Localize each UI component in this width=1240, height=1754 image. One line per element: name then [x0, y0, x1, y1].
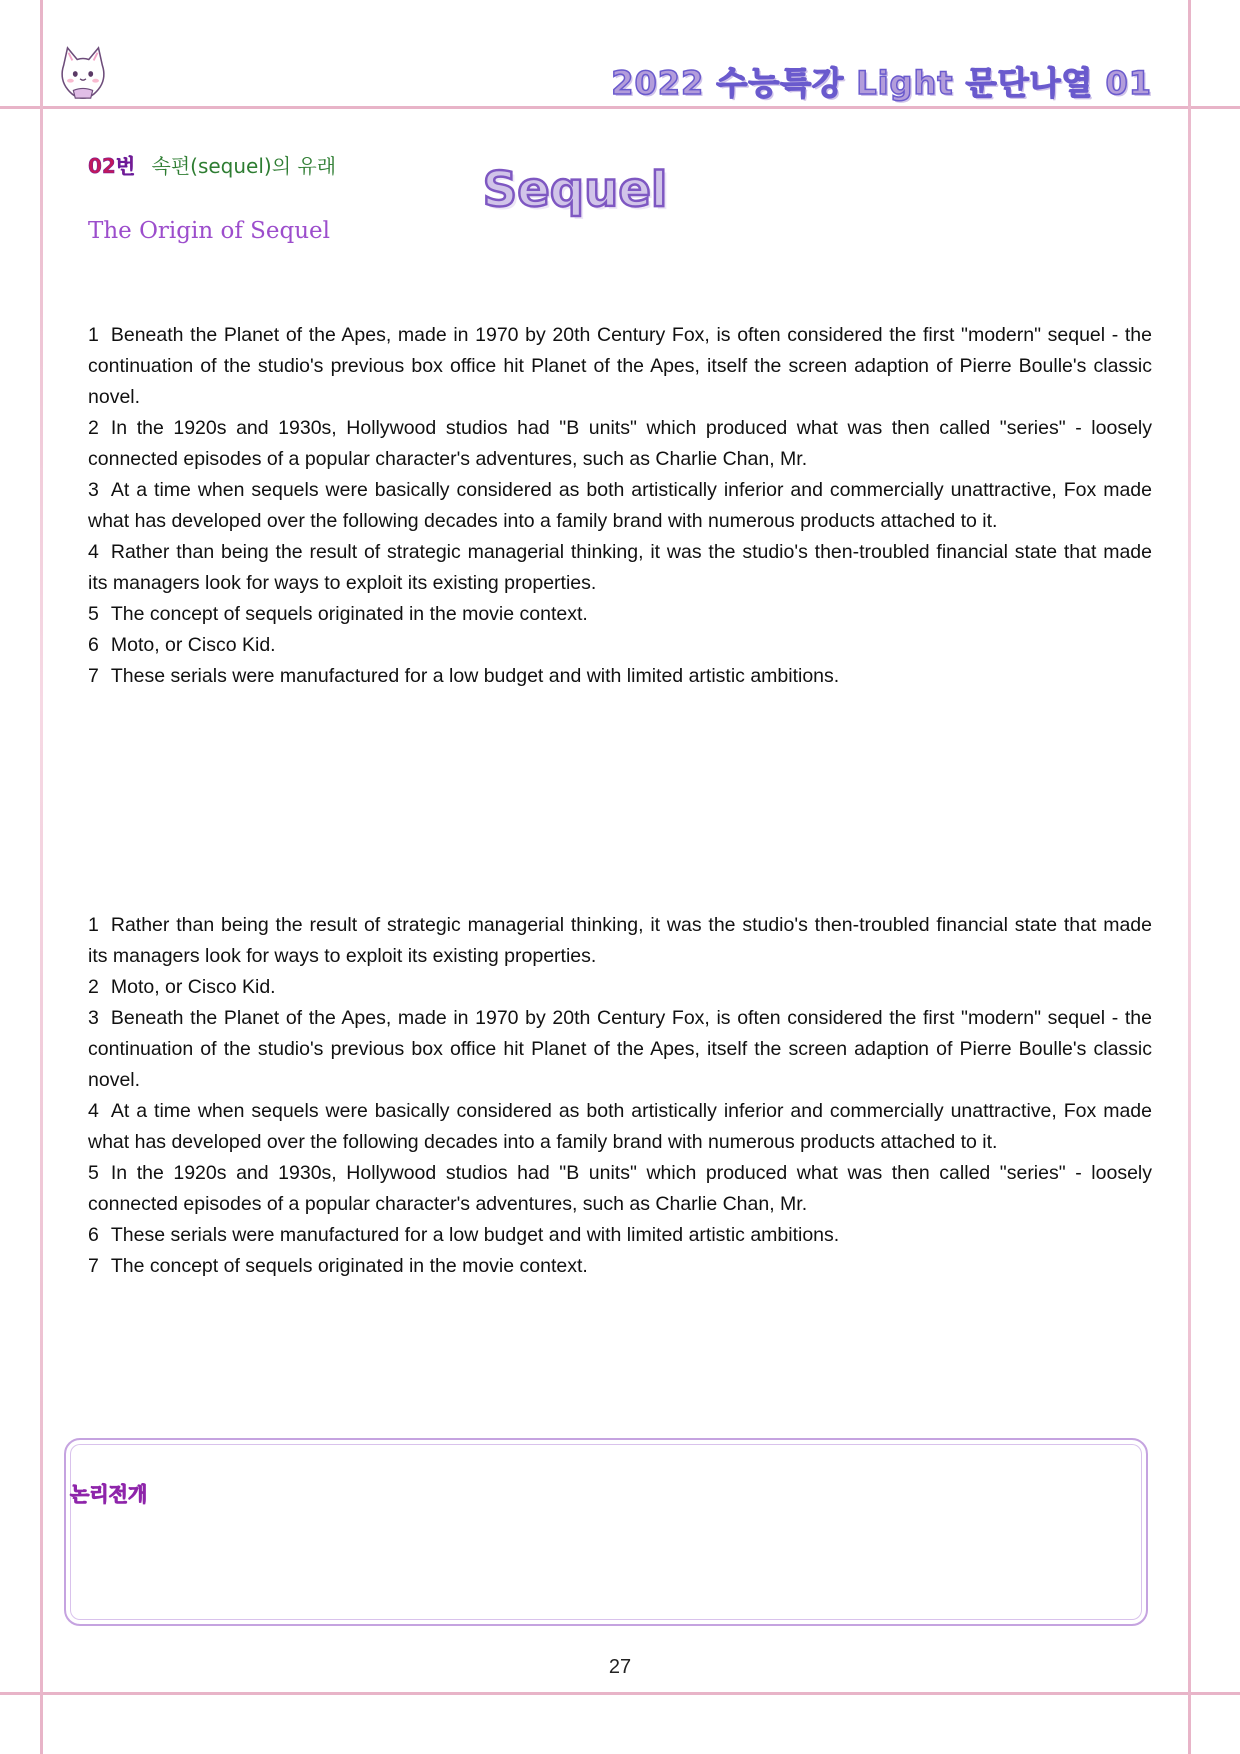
item-number: 6: [88, 634, 99, 656]
item-number: 2: [88, 976, 99, 998]
item-text: Rather than being the result of strategic managerial thinking, it was the studio's then-troubled financial state that made its managers look for ways to exploit its existing properties.: [88, 914, 1152, 967]
left-frame-line: [40, 0, 43, 1754]
subtitle: The Origin of Sequel: [88, 218, 331, 244]
item-text: In the 1920s and 1930s, Hollywood studios had "B units" which produced what was then called "series" - loosely connected episodes of a popular character's adventures, such as Charlie Chan, Mr.: [88, 1162, 1152, 1215]
item-text: Moto, or Cisco Kid.: [110, 634, 276, 656]
bottom-frame-line: [0, 1692, 1240, 1695]
logic-flow-box: [64, 1438, 1148, 1626]
item-text: The concept of sequels originated in the movie context.: [110, 603, 588, 625]
item-text: The concept of sequels originated in the movie context.: [110, 1255, 588, 1277]
item-text: At a time when sequels were basically considered as both artistically inferior and commercially unattractive, Fox made what has developed over the following decades into a family brand with numerous products attached to it.: [88, 479, 1152, 532]
right-frame-line: [1188, 0, 1191, 1754]
list-item: [88, 910, 1152, 972]
list-item: [88, 537, 1152, 599]
list-item: [88, 1096, 1152, 1158]
list-item: [88, 1003, 1152, 1096]
sentence-list-ordered: [88, 910, 1152, 1282]
item-number: 3: [88, 1007, 99, 1029]
item-number: 2: [88, 417, 99, 439]
list-item: [88, 661, 1152, 692]
item-text: At a time when sequels were basically considered as both artistically inferior and commercially unattractive, Fox made what has developed over the following decades into a family brand with numerous products attached to it.: [88, 1100, 1152, 1153]
item-text: Rather than being the result of strategic managerial thinking, it was the studio's then-troubled financial state that made its managers look for ways to exploit its existing properties.: [88, 541, 1152, 594]
list-item: [88, 599, 1152, 630]
item-number: 5: [88, 603, 99, 625]
top-frame-line: [0, 106, 1240, 109]
section-number: 02번: [88, 154, 136, 178]
sentence-list-original: [88, 320, 1152, 692]
section-text: 속편(sequel)의 유래: [151, 154, 337, 178]
list-item: [88, 1251, 1152, 1282]
item-text: Beneath the Planet of the Apes, made in 1970 by 20th Century Fox, is often considered the first "modern" sequel - the continuation of the studio's previous box office hit Planet of the Apes, itself the screen adaption of Pierre Boulle's classic novel.: [88, 1007, 1152, 1091]
list-item: [88, 413, 1152, 475]
list-item: [88, 1158, 1152, 1220]
item-text: Beneath the Planet of the Apes, made in 1970 by 20th Century Fox, is often considered the first "modern" sequel - the continuation of the studio's previous box office hit Planet of the Apes, itself the screen adaption of Pierre Boulle's classic novel.: [88, 324, 1152, 408]
item-number: 6: [88, 1224, 99, 1246]
item-number: 5: [88, 1162, 99, 1184]
item-number: 7: [88, 1255, 99, 1277]
cat-mascot-icon: [54, 44, 112, 102]
list-item: [88, 972, 1152, 1003]
list-item: [88, 630, 1152, 661]
item-text: In the 1920s and 1930s, Hollywood studios had "B units" which produced what was then called "series" - loosely connected episodes of a popular character's adventures, such as Charlie Chan, Mr.: [88, 417, 1152, 470]
item-text: Moto, or Cisco Kid.: [110, 976, 276, 998]
item-number: 4: [88, 1100, 99, 1122]
header-title: 2022 수능특강 Light 문단나열 01: [611, 64, 1152, 102]
item-text: These serials were manufactured for a low budget and with limited artistic ambitions.: [110, 665, 840, 687]
item-number: 3: [88, 479, 99, 501]
page-title: Sequel: [482, 162, 668, 218]
item-number: 4: [88, 541, 99, 563]
page-number: 27: [608, 1656, 632, 1678]
item-number: 1: [88, 914, 99, 936]
item-text: These serials were manufactured for a low budget and with limited artistic ambitions.: [110, 1224, 840, 1246]
list-item: [88, 1220, 1152, 1251]
item-number: 1: [88, 324, 99, 346]
logic-flow-label: 논리전개: [70, 1482, 148, 1506]
item-number: 7: [88, 665, 99, 687]
list-item: [88, 475, 1152, 537]
list-item: [88, 320, 1152, 413]
